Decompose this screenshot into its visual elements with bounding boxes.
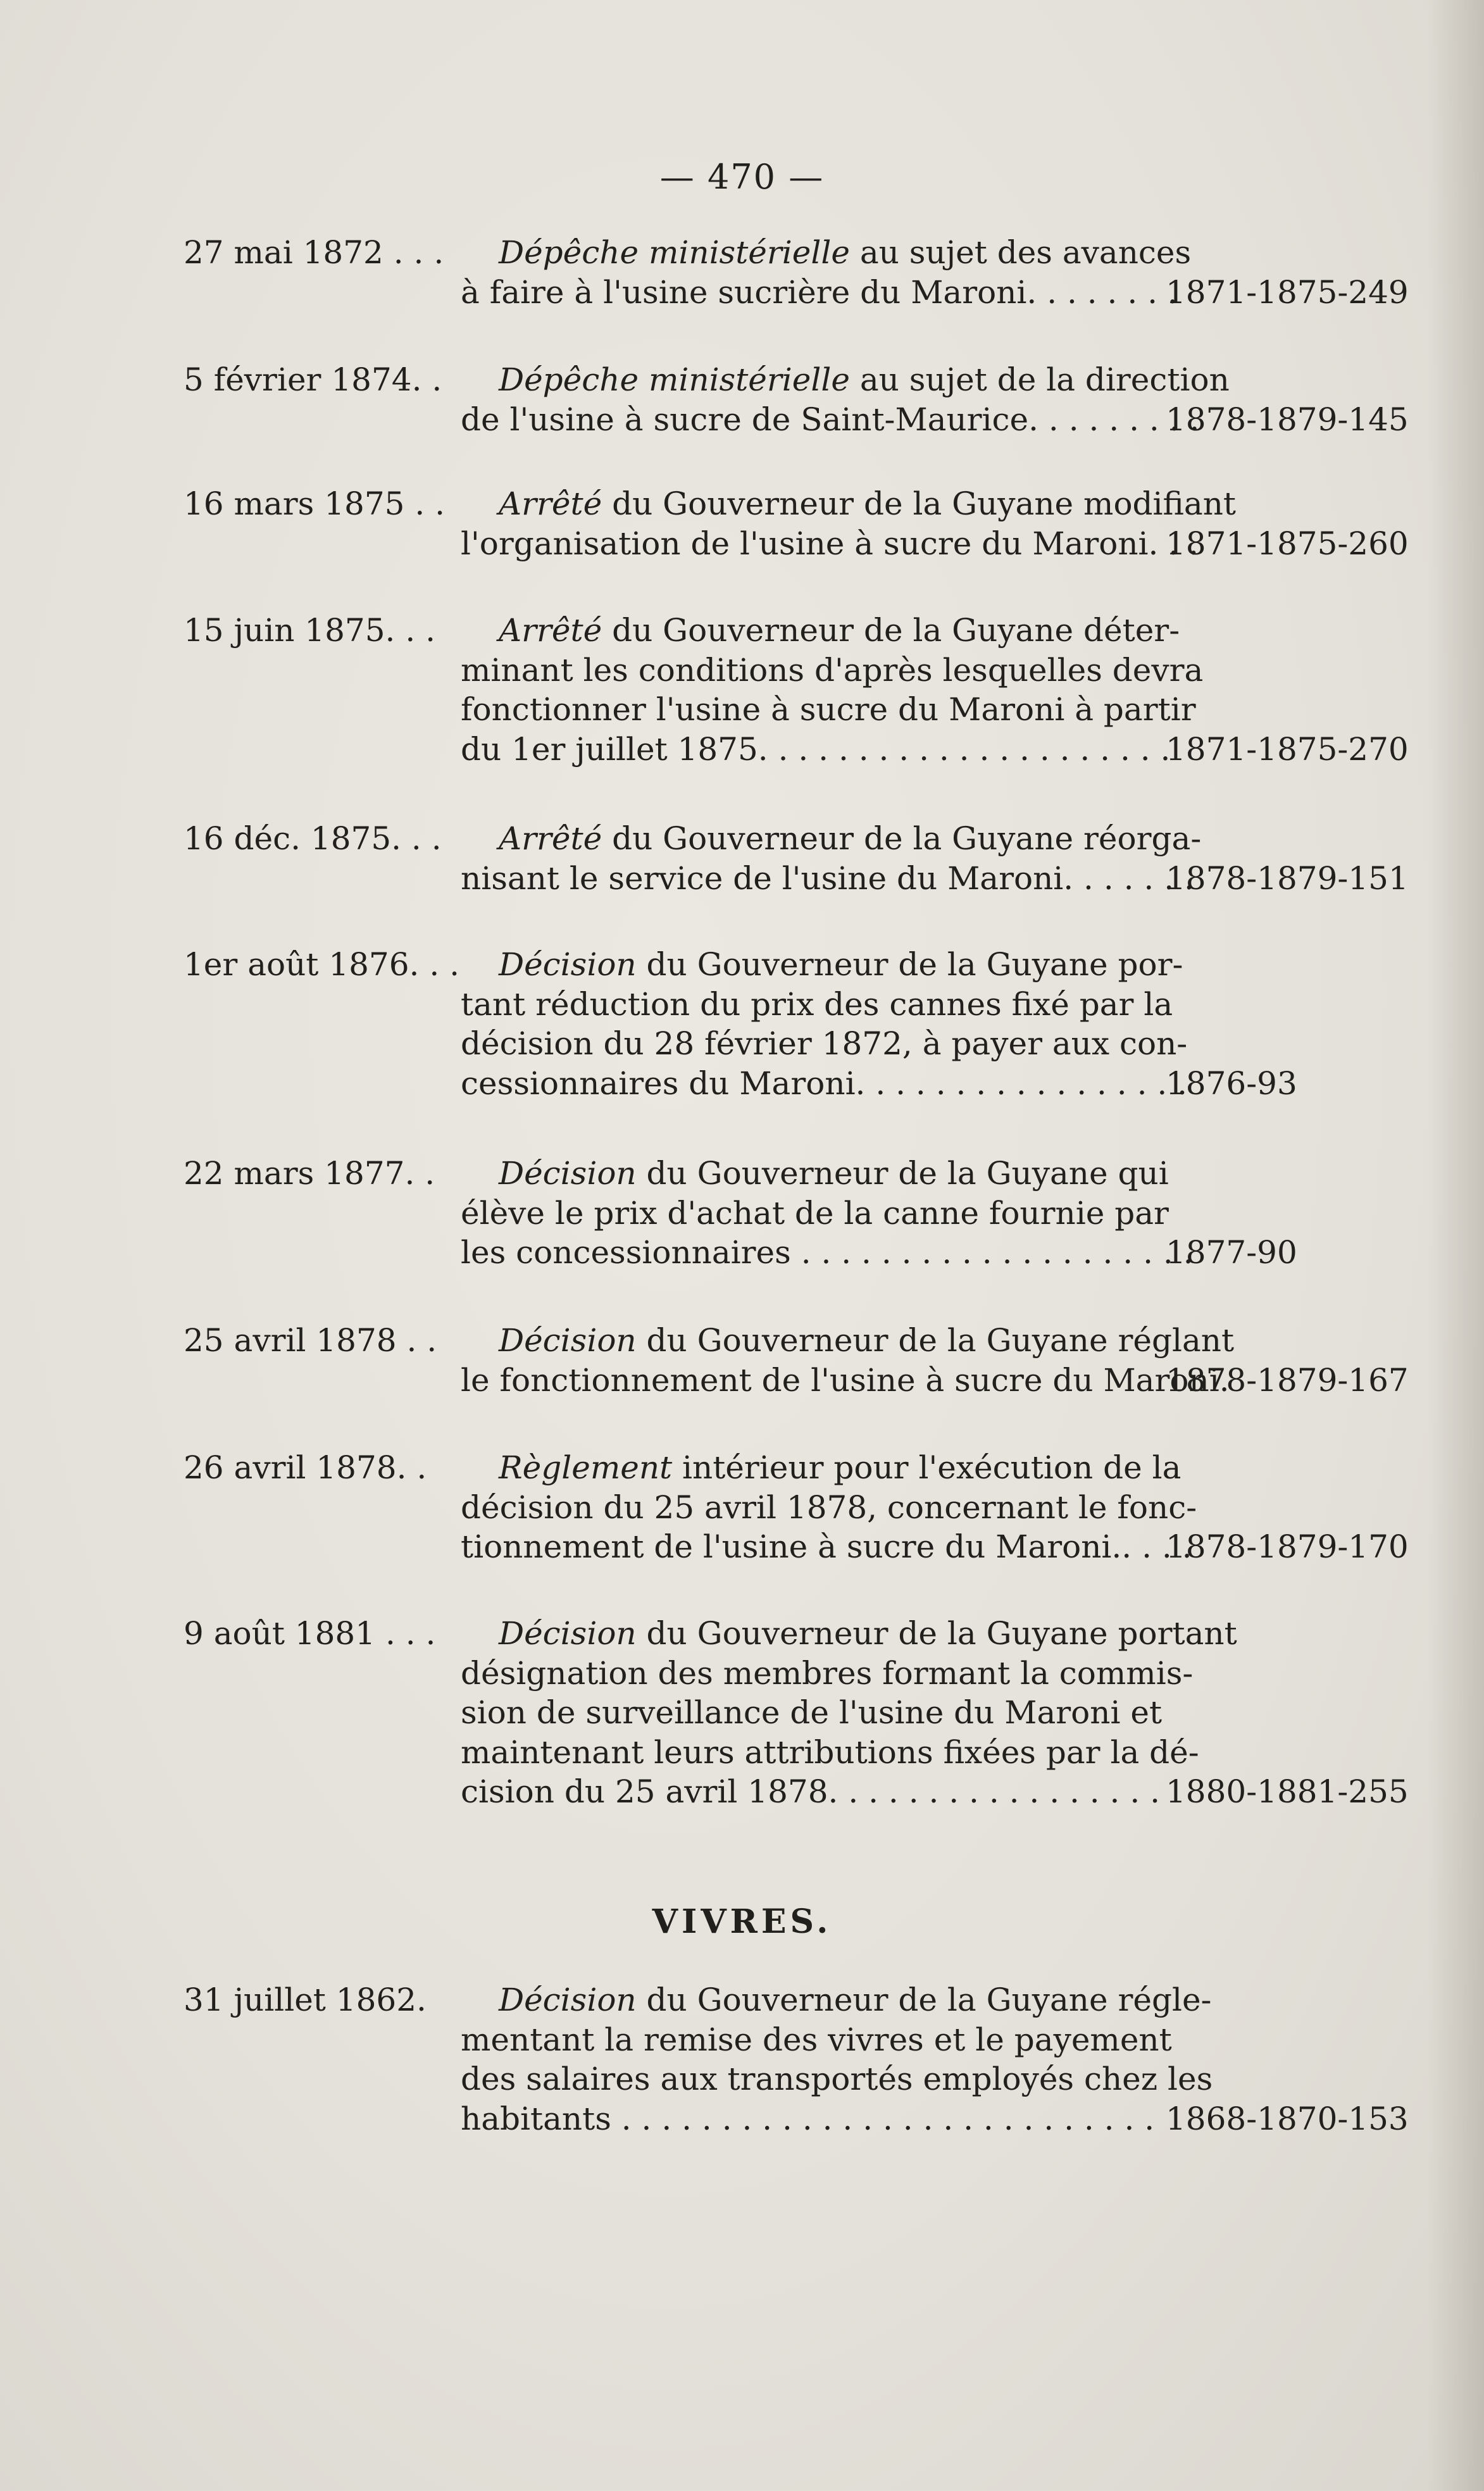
entry-reference: 1877-90 xyxy=(1166,1234,1297,1271)
entry-line: cessionnaires du Maroni. . . . . . . . . . . . . . . . . xyxy=(461,1064,1188,1102)
entry-line xyxy=(461,945,1183,985)
entry-lead-text: du Gouverneur de la Guyane por- xyxy=(636,946,1183,983)
entry-description xyxy=(461,233,1192,312)
entry-act-type: Arrêté xyxy=(499,820,602,857)
entry-date: 25 avril 1878 . . xyxy=(184,1322,437,1359)
entry-reference: 1878-1879-145 xyxy=(1166,401,1409,438)
entry-date: 5 février 1874. . xyxy=(184,361,442,398)
entry-act-type: Décision xyxy=(499,1155,637,1192)
entry-date: 16 mars 1875 . . xyxy=(184,485,446,522)
entry-line xyxy=(461,1614,1237,1654)
entry-description xyxy=(461,1980,1213,2138)
entry-act-type: Dépêche ministérielle xyxy=(499,361,850,398)
entry-date: 15 juin 1875. . . xyxy=(184,612,436,649)
entry-lead-text: du Gouverneur de la Guyane qui xyxy=(636,1155,1169,1192)
entry-line: mentant la remise des vivres et le payement xyxy=(461,2021,1172,2058)
entry-line xyxy=(461,360,1230,400)
entry-act-type: Décision xyxy=(499,946,637,983)
entry-reference: 1878-1879-167 xyxy=(1166,1361,1409,1399)
entry-description xyxy=(461,1448,1197,1567)
entry-reference: 1871-1875-249 xyxy=(1166,273,1409,311)
entry-date: 9 août 1881 . . . xyxy=(184,1615,436,1652)
section-title: VIVRES. xyxy=(652,1902,832,1941)
entry-line: minant les conditions d'après lesquelles devra xyxy=(461,651,1204,689)
entry-lead-text: intérieur pour l'exécution de la xyxy=(672,1449,1182,1486)
entry-date: 31 juillet 1862. xyxy=(184,1982,427,2018)
entry-act-type: Décision xyxy=(499,1322,637,1359)
entry-reference: 1878-1879-170 xyxy=(1166,1528,1409,1565)
entry-act-type: Arrêté xyxy=(499,485,602,522)
entry-line: à faire à l'usine sucrière du Maroni. . . . . . . . xyxy=(461,273,1178,311)
entry-line: sion de surveillance de l'usine du Maroni et xyxy=(461,1694,1163,1731)
entry-line xyxy=(461,819,1202,859)
entry-act-type: Décision xyxy=(499,1982,637,2018)
entry-line: désignation des membres formant la commis- xyxy=(461,1654,1194,1692)
entry-line xyxy=(461,233,1192,273)
entry-lead-text: du Gouverneur de la Guyane réorga- xyxy=(602,820,1202,857)
entry-lead-text: du Gouverneur de la Guyane modifiant xyxy=(602,485,1236,522)
entry-line: de l'usine à sucre de Saint-Maurice. . . . . . . . . xyxy=(461,401,1200,438)
entry-line: décision du 25 avril 1878, concernant le fonc- xyxy=(461,1489,1197,1526)
entry-line: fonctionner l'usine à sucre du Maroni à partir xyxy=(461,691,1196,728)
entry-line xyxy=(461,1154,1169,1194)
entry-reference: 1878-1879-151 xyxy=(1166,859,1409,897)
entry-description xyxy=(461,945,1188,1103)
entry-date: 26 avril 1878. . xyxy=(184,1449,427,1486)
entry-line: l'organisation de l'usine à sucre du Maroni. . . xyxy=(461,525,1199,562)
entry-date: 27 mai 1872 . . . xyxy=(184,234,444,271)
entry-line: cision du 25 avril 1878. . . . . . . . . . . . . . . . . xyxy=(461,1773,1161,1810)
entry-reference: 1871-1875-270 xyxy=(1166,730,1409,768)
entry-line xyxy=(461,484,1236,524)
entry-act-type: Arrêté xyxy=(499,612,602,649)
page-edge-shadow xyxy=(1427,0,1484,2491)
entry-date: 16 déc. 1875. . . xyxy=(184,820,442,857)
entry-description xyxy=(461,611,1204,769)
entry-reference: 1880-1881-255 xyxy=(1166,1773,1409,1810)
entry-line: tant réduction du prix des cannes fixé par la xyxy=(461,985,1173,1023)
entry-date: 22 mars 1877. . xyxy=(184,1155,435,1192)
entry-line: maintenant leurs attributions fixées par la dé- xyxy=(461,1733,1199,1771)
entry-line: nisant le service de l'usine du Maroni. . . . . . . xyxy=(461,859,1194,897)
entry-description xyxy=(461,484,1236,563)
entry-line: du 1er juillet 1875. . . . . . . . . . . . . . . . . . . . . xyxy=(461,730,1171,768)
entry-line xyxy=(461,611,1180,651)
entry-description xyxy=(461,1321,1235,1400)
entry-description xyxy=(461,360,1230,439)
entry-act-type: Décision xyxy=(499,1615,637,1652)
entry-line: élève le prix d'achat de la canne fournie par xyxy=(461,1194,1169,1232)
entry-line xyxy=(461,1980,1212,2020)
entry-description xyxy=(461,1154,1194,1273)
entry-act-type: Règlement xyxy=(499,1449,673,1486)
entry-reference: 1876-93 xyxy=(1166,1064,1297,1102)
entry-line: habitants . . . . . . . . . . . . . . . . . . . . . . . . . . . xyxy=(461,2100,1155,2137)
page-number: — 470 — xyxy=(659,157,825,197)
entry-line xyxy=(461,1448,1182,1488)
entry-reference: 1871-1875-260 xyxy=(1166,525,1409,562)
entry-line xyxy=(461,1321,1235,1361)
entry-lead-text: du Gouverneur de la Guyane portant xyxy=(636,1615,1237,1652)
entry-line: les concessionnaires . . . . . . . . . . . . . . . . . . . . xyxy=(461,1234,1194,1271)
entry-lead-text: du Gouverneur de la Guyane déter- xyxy=(602,612,1180,649)
entry-lead-text: au sujet de la direction xyxy=(849,361,1230,398)
entry-description xyxy=(461,1614,1237,1812)
entry-lead-text: au sujet des avances xyxy=(849,234,1192,271)
entry-act-type: Dépêche ministérielle xyxy=(499,234,850,271)
entry-description xyxy=(461,819,1202,898)
entry-date: 1er août 1876. . . xyxy=(184,946,460,983)
entry-lead-text: du Gouverneur de la Guyane régle- xyxy=(636,1982,1212,2018)
entry-line: des salaires aux transportés employés chez les xyxy=(461,2061,1213,2097)
entry-line: tionnement de l'usine à sucre du Maroni.. . . . xyxy=(461,1528,1192,1565)
entry-line: décision du 28 février 1872, à payer aux con- xyxy=(461,1025,1188,1062)
entry-lead-text: du Gouverneur de la Guyane réglant xyxy=(636,1322,1235,1359)
entry-reference: 1868-1870-153 xyxy=(1166,2100,1409,2137)
entry-line: le fonctionnement de l'usine à sucre du Maroni. xyxy=(461,1361,1230,1399)
